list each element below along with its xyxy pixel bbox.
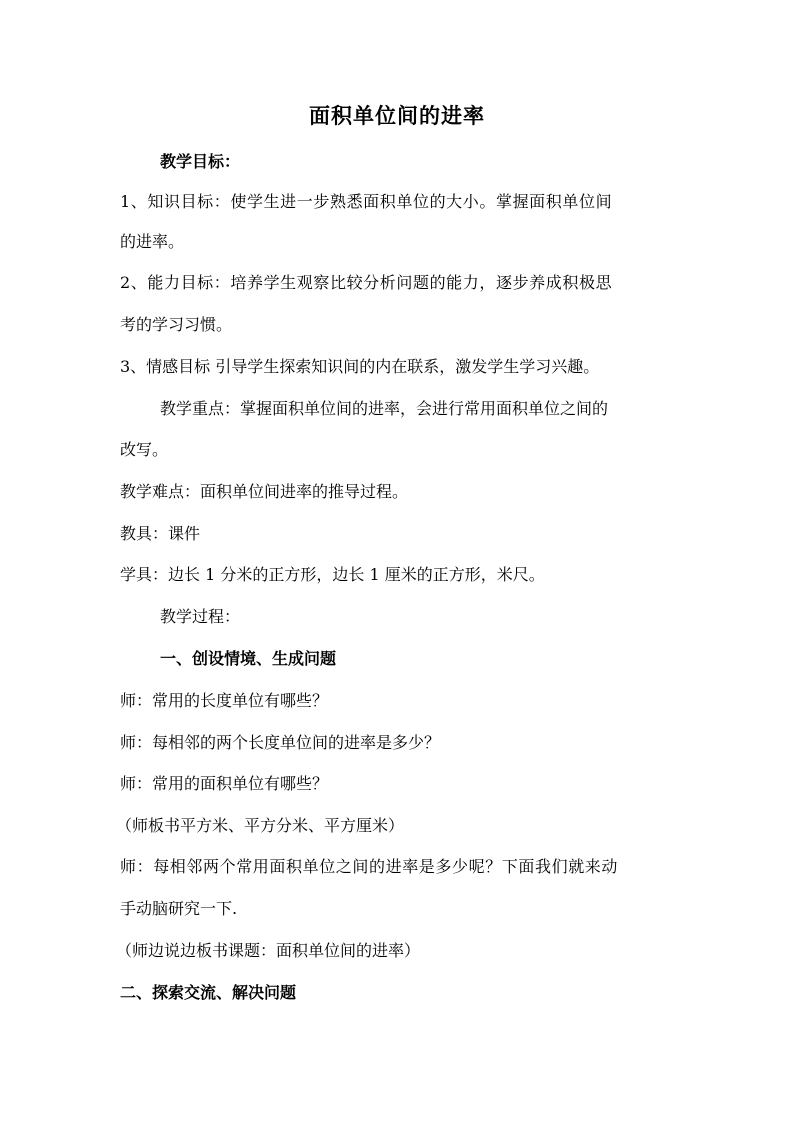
goal1-line2: 的进率。 [120,232,185,251]
key-point-line1: 教学重点：掌握面积单位间的进率，会进行常用面积单位之间的 [160,399,609,418]
process-heading: 教学过程： [160,607,241,626]
board-note-2: （师边说边板书课题：面积单位间的进率） [116,941,421,960]
teaching-goals-heading: 教学目标： [160,152,241,171]
question-2: 师：每相邻的两个长度单位间的进率是多少？ [120,733,441,752]
goal3: 3、情感目标 引导学生探索知识间的内在联系，激发学生学习兴趣。 [120,357,600,376]
difficulty-line: 教学难点：面积单位间进率的推导过程。 [120,482,409,501]
goal2-line2: 考的学习习惯。 [120,315,233,334]
goal1-line1: 1、知识目标：使学生进一步熟悉面积单位的大小。掌握面积单位间 [120,192,613,211]
goal2-line1: 2、能力目标：培养学生观察比较分析问题的能力，逐步养成积极思 [120,273,613,292]
question-3: 师：常用的面积单位有哪些？ [120,774,329,793]
question-1: 师：常用的长度单位有哪些？ [120,691,329,710]
board-note-1: （师板书平方米、平方分米、平方厘米） [116,816,405,835]
question-4-line1: 师：每相邻两个常用面积单位之间的进率是多少呢？下面我们就来动 [120,857,619,876]
section1-heading: 一、创设情境、生成问题 [160,649,337,668]
page-title: 面积单位间的进率 [309,103,485,128]
section2-heading: 二、探索交流、解决问题 [120,983,297,1002]
key-point-line2: 改写。 [120,440,169,459]
student-tools-line: 学具：边长 1 分米的正方形，边长 1 厘米的正方形，米尺。 [120,565,545,584]
question-4-line2: 手动脑研究一下. [120,899,238,918]
teacher-tools-line: 教具：课件 [120,524,201,543]
